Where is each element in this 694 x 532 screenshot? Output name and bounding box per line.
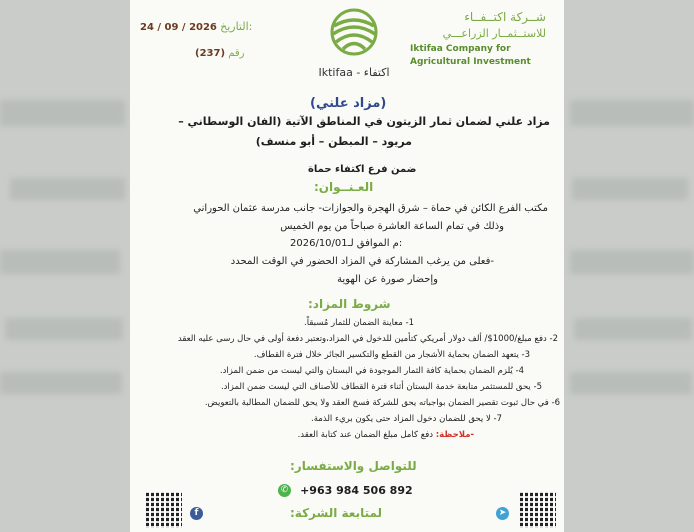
conditions-heading: شروط المزاد:: [308, 297, 391, 311]
document-sheet: [130, 0, 564, 532]
date-line-value: 2026/10/01م: [290, 238, 399, 249]
telegram-icon[interactable]: ➤: [496, 507, 509, 520]
company-name-ar-2: للاستــثمــار الزراعـــي: [442, 27, 546, 40]
condition-item-5: 5- يحق للمستثمر متابعة خدمة البستان أثناء فترة القطاف للأصناف التي ليست ضمن المزاد.: [220, 382, 542, 392]
auction-line-1: مزاد علني لضمان ثمار الزيتون في المناطق الآتية (الفان الوسطاني –: [178, 115, 550, 128]
condition-item-6: 6- في حال ثبوت تقصير الضمان بواجباته يحق للشركة فسخ العقد ولا يحق للضمان المطالبة بالتعويض.: [204, 398, 560, 408]
note-line: [298, 430, 474, 440]
condition-item-2: 2- دفع مبلغ/1000$/ ألف دولار أمريكي كتأمين للدخول في المزاد،وتعتبر دفعة أولى في حال رسى عليه العقد: [177, 334, 558, 344]
qr-code-right[interactable]: [520, 492, 556, 528]
address-line-1: مكتب الفرع الكائن في حماة – شرق الهجرة والجوازات- جانب مدرسة عثمان الحوراني: [193, 203, 548, 214]
logo-text: Iktifaa - اكتفاء: [318, 66, 390, 79]
address-line-2: وذلك في تمام الساعة العاشرة صباحاً من يوم الخميس: [280, 221, 504, 232]
date-line-label: الموافق لـ:: [347, 238, 403, 249]
qr-code-left[interactable]: [146, 492, 182, 528]
ref-value: (237): [195, 48, 226, 59]
date-value: 24 / 09 / 2026: [140, 22, 217, 33]
date-row: [140, 20, 252, 33]
phone-number[interactable]: +963 984 506 892: [300, 484, 413, 497]
phone-row: [278, 480, 413, 499]
follow-heading: لمتابعة الشركة:: [290, 506, 383, 520]
company-name-en-2: Agricultural Investment: [410, 57, 531, 67]
condition-item-4: 4- يُلزم الضمان بحماية كافة الثمار الموجودة في البستان والتي ليست من ضمن المزاد.: [219, 366, 524, 376]
date-label: التاريخ:: [220, 20, 253, 33]
address-heading: العـنــوان:: [314, 180, 374, 194]
note-text: دفع كامل مبلغ الضمان عند كتابة العقد.: [297, 430, 434, 440]
auction-line-2: مريود – المبطن – أبو منسف): [255, 135, 412, 148]
auction-title: (مزاد علني): [310, 96, 387, 111]
whatsapp-icon[interactable]: ✆: [278, 484, 291, 497]
attend-line-2: وإحضار صورة عن الهوية: [337, 274, 438, 285]
facebook-icon[interactable]: f: [190, 507, 203, 520]
iktifaa-logo: [318, 6, 390, 66]
ref-row: [195, 48, 244, 59]
condition-item-7: 7- لا يحق للضمان دخول المزاد حتى يكون بريء الذمة.: [311, 414, 502, 424]
branch-line: ضمن فرع اكتفاء حماة: [308, 164, 417, 175]
company-name-en-1: Iktifaa Company for: [410, 44, 511, 54]
condition-item-1: 1- معاينة الضمان للثمار مُسبقاً.: [304, 318, 414, 328]
ref-label: رقم: [228, 48, 245, 59]
contact-heading: للتواصل والاستفسار:: [290, 459, 417, 473]
date-line: [290, 238, 402, 249]
note-label: -ملاحظة:: [435, 430, 474, 440]
company-name-ar-1: شــركة اكتــفــاء: [464, 10, 546, 24]
attend-line-1: -فعلى من يرغب المشاركة في المزاد الحضور في الوقت المحدد: [230, 256, 494, 267]
condition-item-3: 3- يتعهد الضمان بحماية الأشجار من القطع والتكسير الجائر خلال فترة القطاف.: [253, 350, 530, 360]
